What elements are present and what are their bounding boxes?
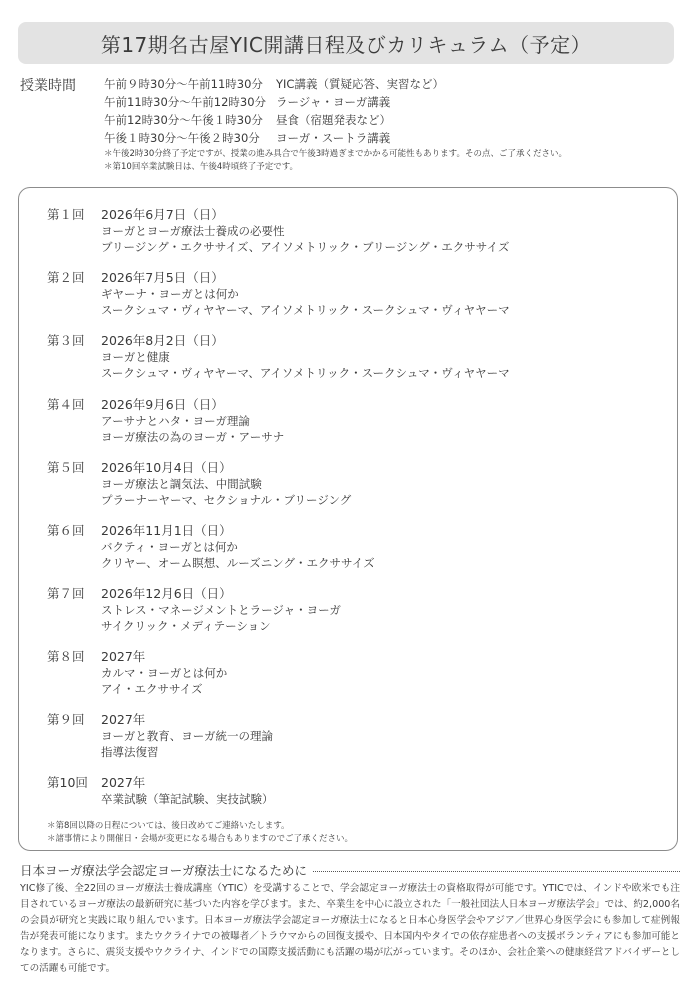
session-topic: ヨーガと健康 <box>101 350 170 364</box>
session-topic: クリヤー、オーム瞑想、ルーズニング・エクササイズ <box>101 556 375 570</box>
curriculum-box <box>18 187 678 851</box>
session-topic: サイクリック・メディテーション <box>101 619 271 633</box>
session-topic: ヨーガ療法の為のヨーガ・アーサナ <box>101 430 285 444</box>
session-date: 2026年6月7日（日） <box>101 207 224 222</box>
hours-description: ヨーガ・スートラ講義 <box>276 131 391 145</box>
hours-description: YIC講義（質疑応答、実習など） <box>276 77 444 91</box>
hours-note: ＊第10回卒業試験日は、午後4時頃終了予定です。 <box>104 162 299 172</box>
hours-row <box>104 93 444 111</box>
certification-heading <box>20 861 680 879</box>
hours-time: 午前９時30分〜午前11時30分 <box>104 77 263 91</box>
dotted-divider <box>313 871 680 872</box>
session-date: 2026年11月1日（日） <box>101 523 232 538</box>
session-number: 第６回 <box>47 523 85 538</box>
session-number: 第３回 <box>47 333 85 348</box>
hours-row <box>104 75 444 93</box>
page-title: 第17期名古屋YIC開講日程及びカリキュラム（予定） <box>100 32 592 57</box>
hours-note: ＊午後2時30分終了予定ですが、授業の進み具合で午後3時過ぎまでかかる可能性もあります。その点、ご了承ください。 <box>104 149 567 159</box>
session-number: 第10回 <box>47 775 88 790</box>
session-date: 2027年 <box>101 712 146 727</box>
session-date: 2027年 <box>101 775 146 790</box>
session-number: 第８回 <box>47 649 85 664</box>
session-topic: カルマ・ヨーガとは何か <box>101 666 228 680</box>
class-hours-schedule <box>104 75 444 147</box>
session-2 <box>47 269 647 318</box>
schedule-note: ＊諸事情により開催日・会場が変更になる場合もありますのでご了承ください。 <box>47 834 354 844</box>
certification-paragraph: YIC修了後、全22回のヨーガ療法士養成講座（YTIC）を受講することで、学会認定ヨーガ療法士の資格取得が可能です。YTICでは、インドや欧米でも注目されているヨーガ療法の最新研究に基づいた内容を学びます。また、卒業生を中心に設立された「一般社団法人日本ヨーガ療法学会」では、約2,000名の会員が研究と実践に取り組んでいます。日本ヨーガ療法学会認定ヨーガ療法士になると日本心身医学会やアジア／世界心身医学会にも参加して症例報告が発表可能になります。またウクライナでの被曝者／トラウマからの回復支援や、日本国内やタイでの依存症患者への支援ボランティアにも参加可能となります。さらに、震災支援やウクライナ、インドでの国際支援活動にも活躍の場が広がっています。そのほか、会社企業への健康経営アドバイザーとしての活躍も可能です。 <box>20 883 680 974</box>
session-topic: スークシュマ・ヴィヤヤーマ、アイソメトリック・スークシュマ・ヴィヤヤーマ <box>101 303 510 317</box>
session-topic: アイ・エクササイズ <box>101 682 203 696</box>
session-topic: バクティ・ヨーガとは何か <box>101 540 238 554</box>
session-number: 第９回 <box>47 712 85 727</box>
session-topic: ブリージング・エクササイズ、アイソメトリック・ブリージング・エクササイズ <box>101 240 510 254</box>
hours-time: 午後１時30分〜午後２時30分 <box>104 131 260 145</box>
session-date: 2027年 <box>101 649 146 664</box>
session-topic: ヨーガと教育、ヨーガ統一の理論 <box>101 729 274 743</box>
hours-time: 午前12時30分〜午後１時30分 <box>104 113 263 127</box>
session-topic: アーサナとハタ・ヨーガ理論 <box>101 414 250 428</box>
session-topic: ヨーガ療法と調気法、中間試験 <box>101 477 262 491</box>
session-topic: ストレス・マネージメントとラージャ・ヨーガ <box>101 603 341 617</box>
session-5 <box>47 459 647 508</box>
schedule-note: ＊第8回以降の日程については、後日改めてご連絡いたします。 <box>47 821 290 831</box>
session-date: 2026年7月5日（日） <box>101 270 224 285</box>
certification-title: 日本ヨーガ療法学会認定ヨーガ療法士になるために <box>20 863 308 878</box>
session-topic: スークシュマ・ヴィヤヤーマ、アイソメトリック・スークシュマ・ヴィヤヤーマ <box>101 366 510 380</box>
session-date: 2026年9月6日（日） <box>101 397 224 412</box>
session-topic: プラーナーヤーマ、セクショナル・ブリージング <box>101 493 352 507</box>
class-hours-label: 授業時間 <box>20 78 76 94</box>
session-topic: ギヤーナ・ヨーガとは何か <box>101 287 239 301</box>
session-number: 第１回 <box>47 207 85 222</box>
hours-row <box>104 129 444 147</box>
session-9 <box>47 711 647 760</box>
hours-description: ラージャ・ヨーガ講義 <box>276 95 391 109</box>
hours-time: 午前11時30分〜午前12時30分 <box>104 95 267 109</box>
session-topic: 卒業試験（筆記試験、実技試験） <box>101 792 274 806</box>
session-date: 2026年10月4日（日） <box>101 460 232 475</box>
session-date: 2026年8月2日（日） <box>101 333 224 348</box>
session-4 <box>47 396 647 445</box>
session-7 <box>47 585 647 634</box>
hours-row <box>104 111 444 129</box>
schedule-notes <box>47 820 353 846</box>
session-10 <box>47 774 647 807</box>
session-3 <box>47 332 647 381</box>
session-number: 第２回 <box>47 270 85 285</box>
session-8 <box>47 648 647 697</box>
session-topic: ヨーガとヨーガ療法士養成の必要性 <box>101 224 285 238</box>
hours-description: 昼食（宿題発表など） <box>276 113 391 127</box>
session-number: 第７回 <box>47 586 85 601</box>
class-hours-notes <box>104 148 567 174</box>
session-number: 第５回 <box>47 460 85 475</box>
session-number: 第４回 <box>47 397 85 412</box>
session-1 <box>47 206 647 255</box>
session-date: 2026年12月6日（日） <box>101 586 232 601</box>
session-topic: 指導法復習 <box>101 745 159 759</box>
title-banner <box>18 22 674 64</box>
session-6 <box>47 522 647 571</box>
